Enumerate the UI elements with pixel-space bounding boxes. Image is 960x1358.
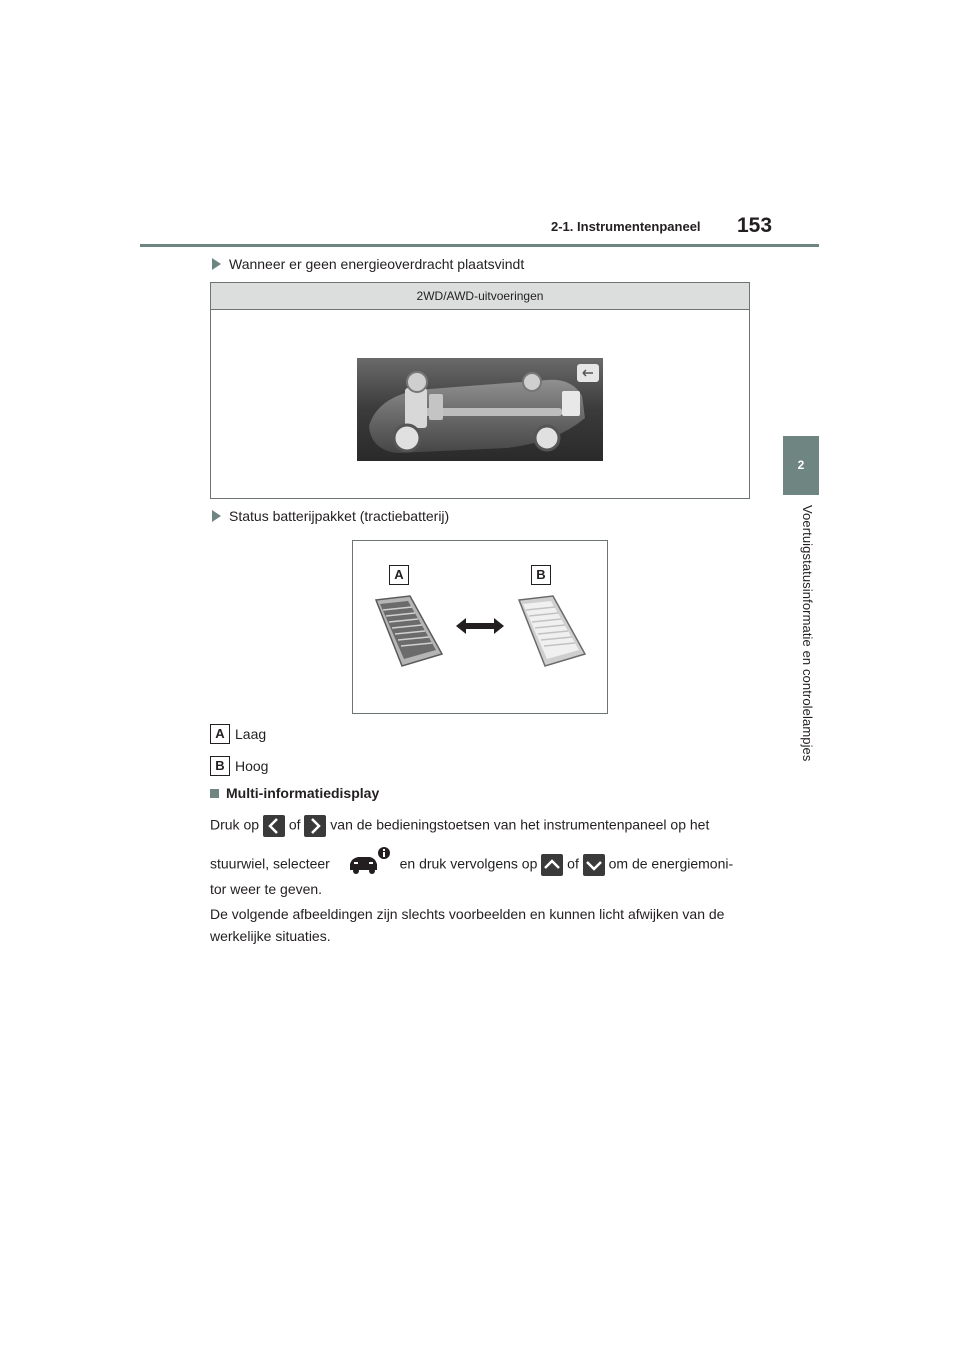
chevron-down-icon xyxy=(583,854,605,876)
legend-row-b xyxy=(210,756,268,776)
label-a: A xyxy=(389,565,409,585)
instruction-line-1 xyxy=(210,815,709,837)
chevron-up-button xyxy=(541,854,563,876)
page-number: 153 xyxy=(737,214,773,237)
square-bullet-icon xyxy=(210,789,219,798)
note-line-2: werkelijke situaties. xyxy=(210,928,331,944)
text: om de energiemoni- xyxy=(608,855,734,872)
chapter-number: 2 xyxy=(797,458,805,472)
legend-label: B xyxy=(210,756,230,776)
note-line-1: De volgende afbeeldingen zijn slechts voorbeelden en kunnen licht afwijken van de xyxy=(210,906,725,922)
triangle-bullet-icon xyxy=(212,510,221,522)
bullet-battery-status xyxy=(212,508,449,524)
legend-label: A xyxy=(210,724,230,744)
text: van de bedieningstoetsen van het instrumentenpaneel op het xyxy=(330,816,710,833)
battery-low-icon xyxy=(372,594,446,670)
text: of xyxy=(567,855,579,872)
legend-text: Hoog xyxy=(235,758,269,774)
text: stuurwiel, selecteer xyxy=(210,855,330,872)
battery-high-icon xyxy=(515,594,589,670)
chevron-right-icon xyxy=(304,815,326,837)
vehicle-drivetrain-illustration xyxy=(357,358,603,461)
vehicle-info-icon xyxy=(334,850,396,880)
chapter-title: Voertuigstatusinformatie en controlelampjes xyxy=(800,505,815,762)
figure-header: 2WD/AWD-uitvoeringen xyxy=(211,283,749,310)
instruction-line-2 xyxy=(210,850,733,880)
triangle-bullet-icon xyxy=(212,258,221,270)
text: of xyxy=(288,816,301,833)
instruction-line-3: tor weer te geven. xyxy=(210,881,323,897)
section-title: 2-1. Instrumentenpaneel xyxy=(551,219,701,234)
chevron-up-icon xyxy=(541,854,563,876)
text: Druk op xyxy=(210,816,260,833)
multi-info-heading xyxy=(210,785,379,801)
double-arrow-icon xyxy=(456,616,504,636)
bullet-text: Status batterijpakket (tractiebatterij) xyxy=(229,508,450,524)
bullet-text: Wanneer er geen energieoverdracht plaatsvindt xyxy=(229,256,525,272)
chevron-down-button xyxy=(583,854,605,876)
label-b: B xyxy=(531,565,551,585)
legend-row-a xyxy=(210,724,266,744)
chevron-left-button xyxy=(263,815,285,837)
legend-text: Laag xyxy=(235,726,267,742)
bullet-no-energy-transfer xyxy=(212,256,524,272)
text: en druk vervolgens op xyxy=(399,855,538,872)
chevron-right-button xyxy=(304,815,326,837)
chevron-left-icon xyxy=(263,815,285,837)
heading-text: Multi-informatiedisplay xyxy=(226,785,380,801)
energy-monitor-screen xyxy=(357,358,603,461)
header-divider xyxy=(140,244,819,247)
